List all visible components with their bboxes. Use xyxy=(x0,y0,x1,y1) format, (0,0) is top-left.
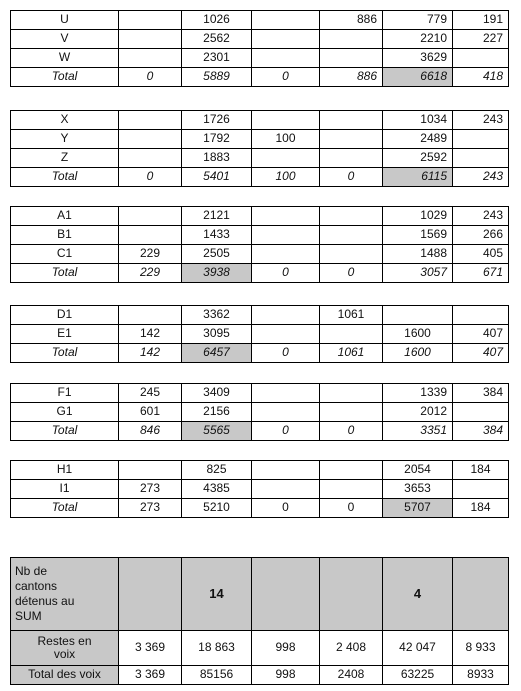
cell: 243 xyxy=(453,168,509,187)
cell: 243 xyxy=(453,207,509,226)
remaining-votes-label: Restes en voix xyxy=(11,631,119,666)
total-row xyxy=(11,499,509,518)
cell: 229 xyxy=(119,264,182,283)
total-row xyxy=(11,344,509,363)
table-row xyxy=(11,49,509,68)
cell: 407 xyxy=(453,344,509,363)
cell: 273 xyxy=(119,499,182,518)
cell: 3057 xyxy=(383,264,453,283)
cell xyxy=(320,558,383,631)
cell: 1339 xyxy=(383,384,453,403)
table-row xyxy=(11,226,509,245)
results-table-group-6 xyxy=(10,460,509,518)
cell xyxy=(119,226,182,245)
cell xyxy=(320,480,383,499)
table-row xyxy=(11,403,509,422)
results-table-group-3 xyxy=(10,206,509,283)
results-table-group-5 xyxy=(10,383,509,441)
cell: 5401 xyxy=(182,168,252,187)
cell xyxy=(320,226,383,245)
cell: 1026 xyxy=(182,11,252,30)
cell: 601 xyxy=(119,403,182,422)
cell xyxy=(453,403,509,422)
cell: 2156 xyxy=(182,403,252,422)
canton-name: D1 xyxy=(11,306,119,325)
cell xyxy=(320,30,383,49)
cell: 998 xyxy=(252,631,320,666)
cell: 0 xyxy=(119,168,182,187)
highlighted-cell: 6618 xyxy=(383,68,453,87)
cell: 2408 xyxy=(320,666,383,685)
canton-name: V xyxy=(11,30,119,49)
cell: 0 xyxy=(252,264,320,283)
cell: 779 xyxy=(383,11,453,30)
cell: 2121 xyxy=(182,207,252,226)
cell xyxy=(252,30,320,49)
canton-name: X xyxy=(11,111,119,130)
cell: 1029 xyxy=(383,207,453,226)
cell xyxy=(320,461,383,480)
canton-name: F1 xyxy=(11,384,119,403)
cell xyxy=(320,130,383,149)
total-votes-row xyxy=(11,666,509,685)
cell: 1061 xyxy=(320,344,383,363)
cell xyxy=(252,384,320,403)
table-row xyxy=(11,130,509,149)
canton-name: C1 xyxy=(11,245,119,264)
summary-table xyxy=(10,557,509,685)
cell: 2301 xyxy=(182,49,252,68)
cell: 1600 xyxy=(383,325,453,344)
cell: 0 xyxy=(252,68,320,87)
cell: 14 xyxy=(182,558,252,631)
table-row xyxy=(11,306,509,325)
cell: 671 xyxy=(453,264,509,283)
cell xyxy=(252,403,320,422)
cell xyxy=(453,480,509,499)
cell: 1883 xyxy=(182,149,252,168)
cell: 100 xyxy=(252,168,320,187)
total-row xyxy=(11,68,509,87)
cell: 418 xyxy=(453,68,509,87)
cell xyxy=(119,130,182,149)
cell: 2012 xyxy=(383,403,453,422)
cell: 0 xyxy=(119,68,182,87)
cell xyxy=(119,558,182,631)
cell xyxy=(453,130,509,149)
cell: 85156 xyxy=(182,666,252,685)
cell: 142 xyxy=(119,325,182,344)
cell: 886 xyxy=(320,68,383,87)
cell: 2562 xyxy=(182,30,252,49)
cell: 407 xyxy=(453,325,509,344)
cell: 3409 xyxy=(182,384,252,403)
cell xyxy=(252,461,320,480)
total-row xyxy=(11,422,509,441)
table-row xyxy=(11,325,509,344)
cell xyxy=(252,149,320,168)
cell xyxy=(320,49,383,68)
cell: 2054 xyxy=(383,461,453,480)
cell: 0 xyxy=(252,422,320,441)
cell: 8 933 xyxy=(453,631,509,666)
cell: 273 xyxy=(119,480,182,499)
table-row xyxy=(11,384,509,403)
cell: 227 xyxy=(453,30,509,49)
cell: 0 xyxy=(320,168,383,187)
cell: 142 xyxy=(119,344,182,363)
cell: 384 xyxy=(453,384,509,403)
cell: 4385 xyxy=(182,480,252,499)
table-row xyxy=(11,30,509,49)
cell xyxy=(119,149,182,168)
cell: 998 xyxy=(252,666,320,685)
total-label: Total xyxy=(11,68,119,87)
total-votes-label: Total des voix xyxy=(11,666,119,685)
cell: 18 863 xyxy=(182,631,252,666)
highlighted-cell: 5707 xyxy=(383,499,453,518)
canton-name: H1 xyxy=(11,461,119,480)
cell: 266 xyxy=(453,226,509,245)
cell: 2210 xyxy=(383,30,453,49)
cell: 405 xyxy=(453,245,509,264)
highlighted-cell: 3938 xyxy=(182,264,252,283)
table-row xyxy=(11,149,509,168)
cell xyxy=(320,384,383,403)
cell xyxy=(320,325,383,344)
cell xyxy=(119,49,182,68)
cell: 3629 xyxy=(383,49,453,68)
cell xyxy=(252,226,320,245)
cell xyxy=(119,11,182,30)
results-table-group-1 xyxy=(10,10,509,87)
cell xyxy=(453,306,509,325)
cell xyxy=(320,245,383,264)
cell: 1600 xyxy=(383,344,453,363)
cell: 2 408 xyxy=(320,631,383,666)
canton-name: E1 xyxy=(11,325,119,344)
total-label: Total xyxy=(11,422,119,441)
total-label: Total xyxy=(11,344,119,363)
table-row xyxy=(11,480,509,499)
cell xyxy=(453,558,509,631)
cell xyxy=(119,306,182,325)
results-table-group-2 xyxy=(10,110,509,187)
cell xyxy=(320,149,383,168)
cell: 184 xyxy=(453,499,509,518)
cantons-held-row xyxy=(11,558,509,631)
canton-name: I1 xyxy=(11,480,119,499)
cell xyxy=(119,461,182,480)
cell: 1726 xyxy=(182,111,252,130)
cell: 2505 xyxy=(182,245,252,264)
remaining-votes-row xyxy=(11,631,509,666)
cell: 1792 xyxy=(182,130,252,149)
cell xyxy=(252,306,320,325)
cell: 3351 xyxy=(383,422,453,441)
highlighted-cell: 6457 xyxy=(182,344,252,363)
cell: 1569 xyxy=(383,226,453,245)
cell xyxy=(252,11,320,30)
cell: 3 369 xyxy=(119,666,182,685)
cell: 825 xyxy=(182,461,252,480)
highlighted-cell: 5565 xyxy=(182,422,252,441)
cell xyxy=(252,49,320,68)
cell xyxy=(320,111,383,130)
cell xyxy=(453,49,509,68)
canton-name: Y xyxy=(11,130,119,149)
canton-name: B1 xyxy=(11,226,119,245)
cell: 42 047 xyxy=(383,631,453,666)
cantons-held-label: Nb de cantons détenus au SUM xyxy=(11,558,119,631)
cell: 4 xyxy=(383,558,453,631)
cell: 3653 xyxy=(383,480,453,499)
total-row xyxy=(11,264,509,283)
cell: 229 xyxy=(119,245,182,264)
canton-name: Z xyxy=(11,149,119,168)
cell: 243 xyxy=(453,111,509,130)
cell: 886 xyxy=(320,11,383,30)
cell xyxy=(252,207,320,226)
cell: 63225 xyxy=(383,666,453,685)
cell: 0 xyxy=(252,499,320,518)
total-row xyxy=(11,168,509,187)
total-label: Total xyxy=(11,264,119,283)
cell: 2489 xyxy=(383,130,453,149)
cell: 3 369 xyxy=(119,631,182,666)
cell: 5210 xyxy=(182,499,252,518)
total-label: Total xyxy=(11,499,119,518)
cell xyxy=(119,30,182,49)
cell: 5889 xyxy=(182,68,252,87)
cell xyxy=(252,245,320,264)
cell: 0 xyxy=(252,344,320,363)
cell: 846 xyxy=(119,422,182,441)
cell xyxy=(252,111,320,130)
table-row xyxy=(11,245,509,264)
cell: 3095 xyxy=(182,325,252,344)
cell xyxy=(383,306,453,325)
canton-name: U xyxy=(11,11,119,30)
cell: 1433 xyxy=(182,226,252,245)
canton-name: A1 xyxy=(11,207,119,226)
table-row xyxy=(11,461,509,480)
cell: 1488 xyxy=(383,245,453,264)
table-row xyxy=(11,207,509,226)
cell xyxy=(119,207,182,226)
cell: 191 xyxy=(453,11,509,30)
cell xyxy=(320,403,383,422)
cell xyxy=(320,207,383,226)
cell: 384 xyxy=(453,422,509,441)
cell: 245 xyxy=(119,384,182,403)
cell xyxy=(453,149,509,168)
highlighted-cell: 6115 xyxy=(383,168,453,187)
cell: 0 xyxy=(320,264,383,283)
table-row xyxy=(11,11,509,30)
table-row xyxy=(11,111,509,130)
cell: 2592 xyxy=(383,149,453,168)
cell: 0 xyxy=(320,499,383,518)
total-label: Total xyxy=(11,168,119,187)
results-table-group-4 xyxy=(10,305,509,363)
cell: 0 xyxy=(320,422,383,441)
cell xyxy=(252,480,320,499)
cell xyxy=(252,325,320,344)
cell xyxy=(252,558,320,631)
cell xyxy=(119,111,182,130)
cell: 8933 xyxy=(453,666,509,685)
cell: 184 xyxy=(453,461,509,480)
cell: 3362 xyxy=(182,306,252,325)
cell: 1034 xyxy=(383,111,453,130)
canton-name: G1 xyxy=(11,403,119,422)
cell: 100 xyxy=(252,130,320,149)
cell: 1061 xyxy=(320,306,383,325)
canton-name: W xyxy=(11,49,119,68)
